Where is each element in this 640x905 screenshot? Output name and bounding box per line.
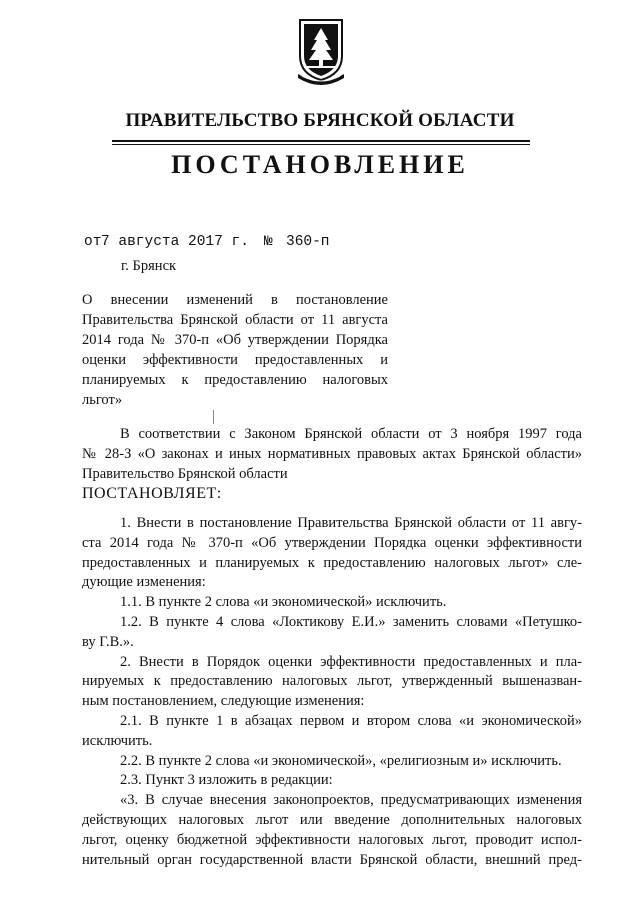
header-divider [112,140,530,142]
bryansk-coat-of-arms-icon [296,16,346,86]
header-divider-thin [112,144,530,145]
number-prefix: № [264,234,273,250]
preamble [82,425,582,504]
body-line: 2.3. Пункт 3 изложить в редакции: [120,772,333,789]
date-prefix: от [84,234,102,250]
body-line: 1.2. В пункте 4 слова «Локтикову Е.И.» заменить словами «Петушко- [120,613,582,630]
body-line: ву Г.В.». [82,633,134,650]
document-number: 360-п [286,234,330,250]
subject-line: планируемых к предоставлению налоговых [82,372,388,388]
body-line: ста 2014 года № 370-п «Об утверждении Порядка оценки эффективности [82,534,582,551]
decree-body [82,514,582,870]
subject-line: О внесении изменений в постановление [82,292,388,308]
body-line: 2.1. В пункте 1 в абзацах первом и втором слова «и экономической» [120,712,582,729]
subject-line: льгот» [82,392,123,408]
preamble-line: Правительство Брянской области [82,465,288,482]
preamble-line: № 28-З «О законах и иных нормативных правовых актах Брянской области» [82,445,582,462]
document-subject [82,290,388,410]
subject-line: 2014 года № 370-п «Об утверждении Порядка [82,332,388,348]
body-line: нительный орган государственной власти Брянской области, внешний пред- [82,851,582,868]
body-line: 1. Внести в постановление Правительства Брянской области от 11 авгу- [120,515,582,531]
body-line: предоставленных и планируемых к предоставлению налоговых льгот» сле- [82,554,582,571]
subject-line: оценки эффективности предоставленных и [82,352,388,368]
body-line: 1.1. В пункте 2 слова «и экономической» исключить. [120,594,447,611]
body-line: исключить. [82,732,153,749]
body-line: льгот, оценку бюджетной эффективности налоговых льгот, проводит испол- [82,831,582,848]
subject-line: Правительства Брянской области от 11 августа [82,312,388,328]
document-type-title: ПОСТАНОВЛЕНИЕ [171,150,469,179]
body-line: дующие изменения: [82,574,206,591]
body-line: «3. В случае внесения законопроектов, предусматривающих изменения [120,792,582,809]
body-line: 2.2. В пункте 2 слова «и экономической», «религиозным и» исключить. [120,752,562,769]
decree-word: ПОСТАНОВЛЯЕТ: [82,485,222,503]
body-line: действующих налоговых льгот или введение дополнительных налоговых [82,811,582,828]
scan-mark [213,410,214,424]
body-line: 2. Внести в Порядок оценки эффективности предоставленных и пла- [120,653,582,670]
body-line: нируемых к предоставлению налоговых льгот, утвержденный вышеназван- [82,673,582,690]
body-line: ным постановлением, следующие изменения: [82,693,365,710]
government-title: ПРАВИТЕЛЬСТВО БРЯНСКОЙ ОБЛАСТИ [125,110,515,131]
document-date: 7 августа 2017 г. [101,234,249,250]
city: г. Брянск [121,258,177,274]
preamble-line: В соответствии с Законом Брянской области от 3 ноября 1997 года [120,426,582,442]
